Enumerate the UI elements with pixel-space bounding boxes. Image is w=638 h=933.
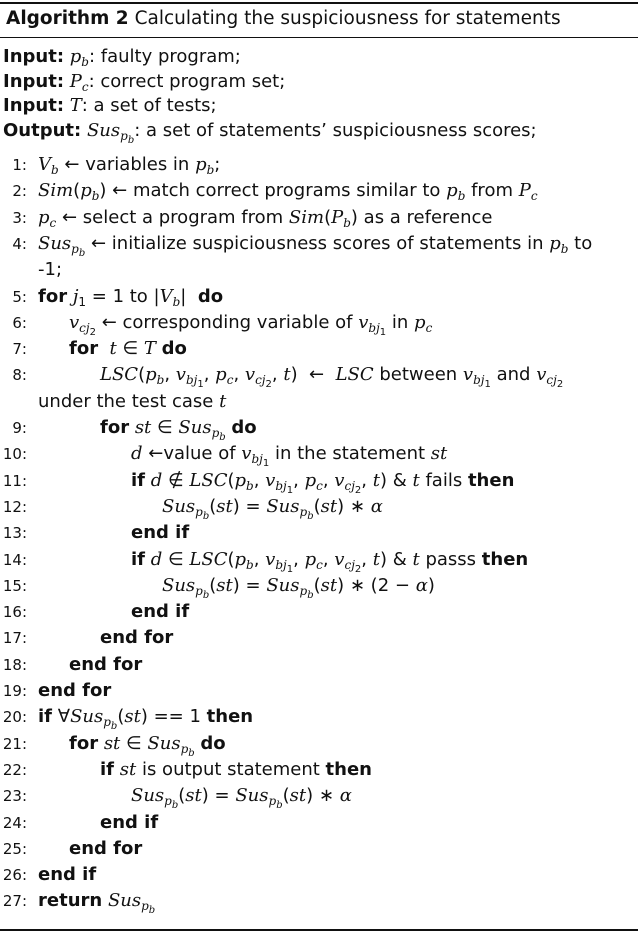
line-code: $p_c$ ← select a program from $Sim(P_b)$ as a reference bbox=[38, 206, 493, 230]
line-code: if d ∉ $LSC(p_b$, $v_{bj_1}$, $p_c$, $v_{cj_2}$, t) & t fails then bbox=[131, 469, 515, 496]
line-number: 11: bbox=[2, 471, 27, 490]
line-code: end for bbox=[69, 653, 143, 675]
line-number: 21: bbox=[2, 734, 27, 753]
line-number: 3: bbox=[12, 208, 27, 227]
io-keyword: Output: bbox=[3, 119, 82, 141]
line-number: 16: bbox=[2, 603, 27, 622]
line-code: under the test case t bbox=[38, 390, 227, 412]
line-number: 14: bbox=[2, 550, 27, 569]
io-keyword: Input: bbox=[3, 46, 65, 67]
line-code: end if bbox=[38, 864, 97, 886]
line-number: 15: bbox=[2, 576, 27, 595]
line-code: end if bbox=[131, 522, 190, 544]
line-number: 13: bbox=[2, 524, 27, 543]
algorithm-label: Algorithm 2 bbox=[6, 8, 129, 29]
io-text: T: a set of tests; bbox=[69, 95, 217, 116]
line-code: $LSC(p_b$, $v_{bj_1}$, $p_c$, $v_{cj_2}$, t) ← LSC between $v_{bj_1}$ and $v_{cj_2}$ bbox=[100, 364, 564, 391]
line-number: 7: bbox=[12, 340, 27, 359]
line-code: Sus$_{p_b}$ ← initialize suspiciousness scores of statements in $p_b$ to bbox=[38, 232, 593, 259]
io-line bbox=[3, 119, 537, 146]
io-text: $p_b$: faulty program; bbox=[69, 46, 241, 69]
line-code: if ∀Sus$_{p_b}$(st) == 1 then bbox=[38, 706, 254, 733]
line-code: if d ∈ $LSC(p_b$, $v_{bj_1}$, $p_c$, $v_{cj_2}$, t) & t passs then bbox=[131, 548, 529, 575]
line-number: 12: bbox=[2, 497, 27, 516]
line-code: -1; bbox=[38, 259, 63, 281]
line-number: 4: bbox=[12, 234, 27, 253]
line-number: 25: bbox=[2, 839, 27, 858]
bottom-rule bbox=[0, 929, 638, 931]
line-number: 22: bbox=[2, 760, 27, 779]
line-number: 9: bbox=[12, 419, 27, 437]
line-code: end for bbox=[69, 837, 143, 859]
line-number: 8: bbox=[12, 366, 27, 385]
line-number: 27: bbox=[2, 892, 27, 911]
io-keyword: Input: bbox=[3, 95, 65, 116]
line-code: if st is output statement then bbox=[100, 758, 372, 780]
line-code: end if bbox=[131, 601, 190, 623]
line-number: 5: bbox=[12, 287, 27, 306]
line-number: 1: bbox=[12, 156, 27, 174]
line-number: 17: bbox=[2, 629, 27, 648]
io-line bbox=[3, 71, 285, 92]
io-text: Sus$_{p_b}$: a set of statements’ suspiciousness scores; bbox=[86, 119, 537, 146]
line-number: 19: bbox=[2, 682, 27, 700]
io-text: $P_c$: correct program set; bbox=[69, 70, 286, 94]
line-code: end for bbox=[100, 627, 174, 649]
line-number: 2: bbox=[12, 182, 27, 201]
line-code: d ←value of $v_{bj_1}$ in the statement st bbox=[131, 443, 448, 470]
line-code: end for bbox=[38, 680, 112, 701]
algorithm-caption bbox=[6, 8, 561, 29]
line-code: for t ∈ T do bbox=[69, 338, 187, 360]
line-number: 18: bbox=[2, 655, 27, 674]
line-code: for $j_1 = 1$ to $|V_b|$ do bbox=[38, 285, 224, 309]
line-code: Sus$_{p_b}$(st) = Sus$_{p_b}$(st) ∗ (2 − α) bbox=[162, 574, 435, 601]
line-code: Sus$_{p_b}$(st) = Sus$_{p_b}$(st) ∗ α bbox=[162, 495, 383, 522]
line-code: end if bbox=[100, 811, 159, 833]
line-code: return Sus$_{p_b}$ bbox=[38, 890, 156, 917]
caption-rule bbox=[0, 37, 638, 38]
line-code: for st ∈ Sus$_{p_b}$ do bbox=[69, 732, 226, 759]
top-rule bbox=[0, 2, 638, 4]
line-number: 20: bbox=[2, 708, 27, 727]
line-code: $v_{cj_2}$ ← corresponding variable of $v_{bj_1}$ in $p_c$ bbox=[69, 311, 433, 338]
line-code: $Sim(p_b)$ ← match correct programs similar to $p_b$ from $P_c$ bbox=[38, 180, 538, 204]
line-number: 23: bbox=[2, 787, 27, 806]
line-code: for st ∈ Sus$_{p_b}$ do bbox=[100, 417, 257, 443]
io-keyword: Input: bbox=[3, 70, 65, 92]
line-number: 6: bbox=[12, 313, 27, 332]
line-number: 24: bbox=[2, 813, 27, 832]
io-line bbox=[3, 95, 217, 116]
io-line bbox=[3, 46, 241, 67]
algorithm-title: Calculating the suspiciousness for statements bbox=[134, 8, 561, 29]
line-code: Sus$_{p_b}$(st) = Sus$_{p_b}$(st) ∗ α bbox=[131, 785, 352, 812]
line-number: 10: bbox=[2, 445, 27, 464]
line-number: 26: bbox=[2, 866, 27, 885]
line-code: $V_b$ ← variables in $p_b$; bbox=[38, 154, 221, 177]
